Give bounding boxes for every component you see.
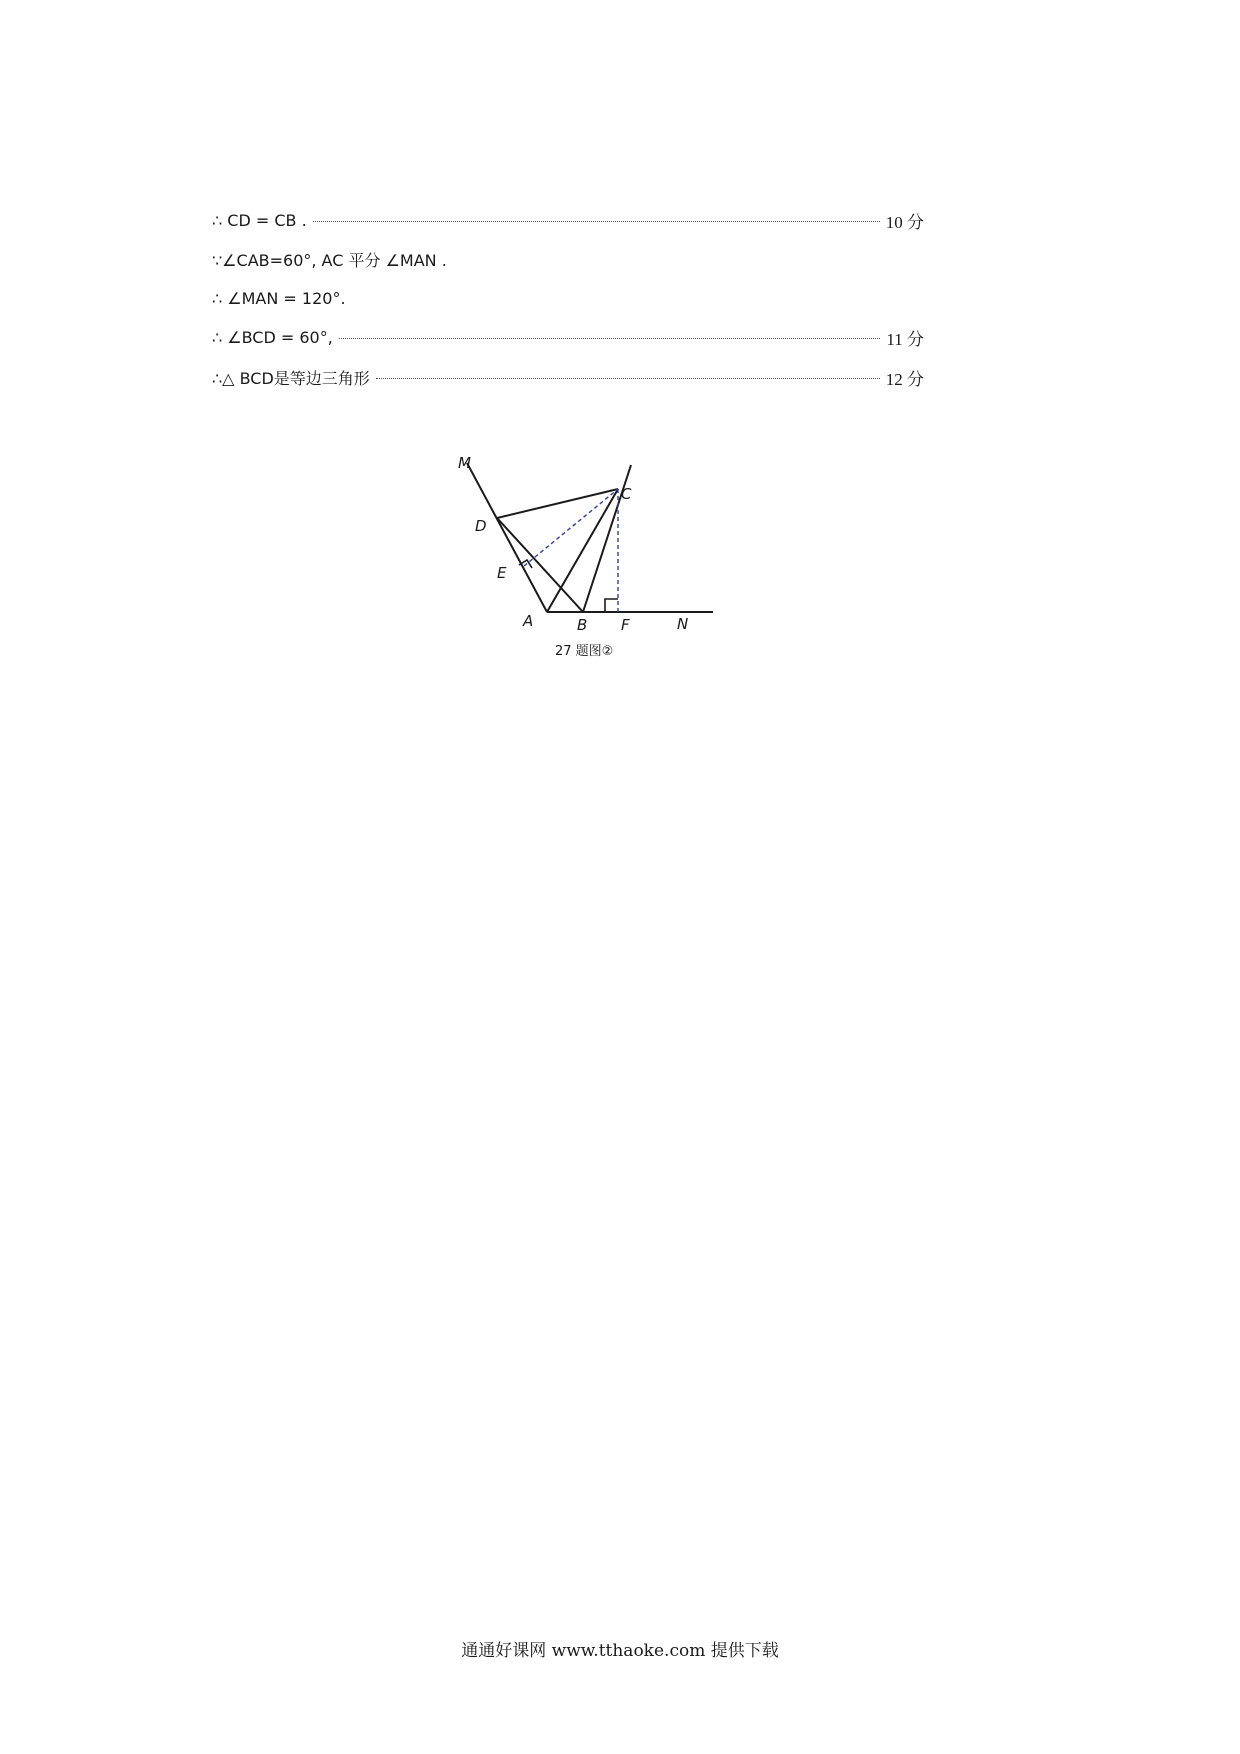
solution-line-text: ∴ ∠BCD = 60°, (212, 327, 333, 347)
solution-line-text: ∴△ BCD是等边三角形 (212, 368, 370, 388)
score-label: 11 分 (886, 329, 924, 349)
label-c: C (621, 485, 632, 503)
label-e: E (497, 564, 507, 582)
score-label: 12 分 (885, 369, 924, 389)
solution-line-text: ∴ ∠MAN = 120°. (212, 288, 346, 308)
solution-line-4 (212, 322, 924, 352)
label-m: M (458, 455, 471, 472)
right-angle-f (605, 599, 618, 612)
footer-text: 通通好课网 www.tthaoke.com 提供下载 (461, 1641, 779, 1661)
segment-ac (547, 489, 618, 612)
label-n: N (677, 615, 689, 633)
solution-line-text: ∴ CD = CB . (212, 210, 307, 230)
figure-caption: 27 题图② (555, 644, 614, 659)
leader-dots (313, 221, 880, 222)
label-d: D (475, 517, 487, 535)
label-a: A (523, 612, 534, 630)
solution-line-text: ∵∠CAB=60°, AC 平分 ∠MAN . (212, 250, 447, 270)
solution-line-5 (212, 362, 924, 392)
ray-am (467, 463, 547, 612)
leader-dots (376, 378, 880, 379)
solution-line-2 (212, 244, 924, 274)
label-b: B (577, 616, 588, 634)
label-f: F (621, 616, 630, 634)
geometry-figure (455, 455, 720, 670)
solution-line-3 (212, 283, 924, 313)
score-label: 10 分 (885, 212, 924, 232)
solution-line-1 (212, 205, 924, 235)
leader-dots (339, 338, 881, 339)
